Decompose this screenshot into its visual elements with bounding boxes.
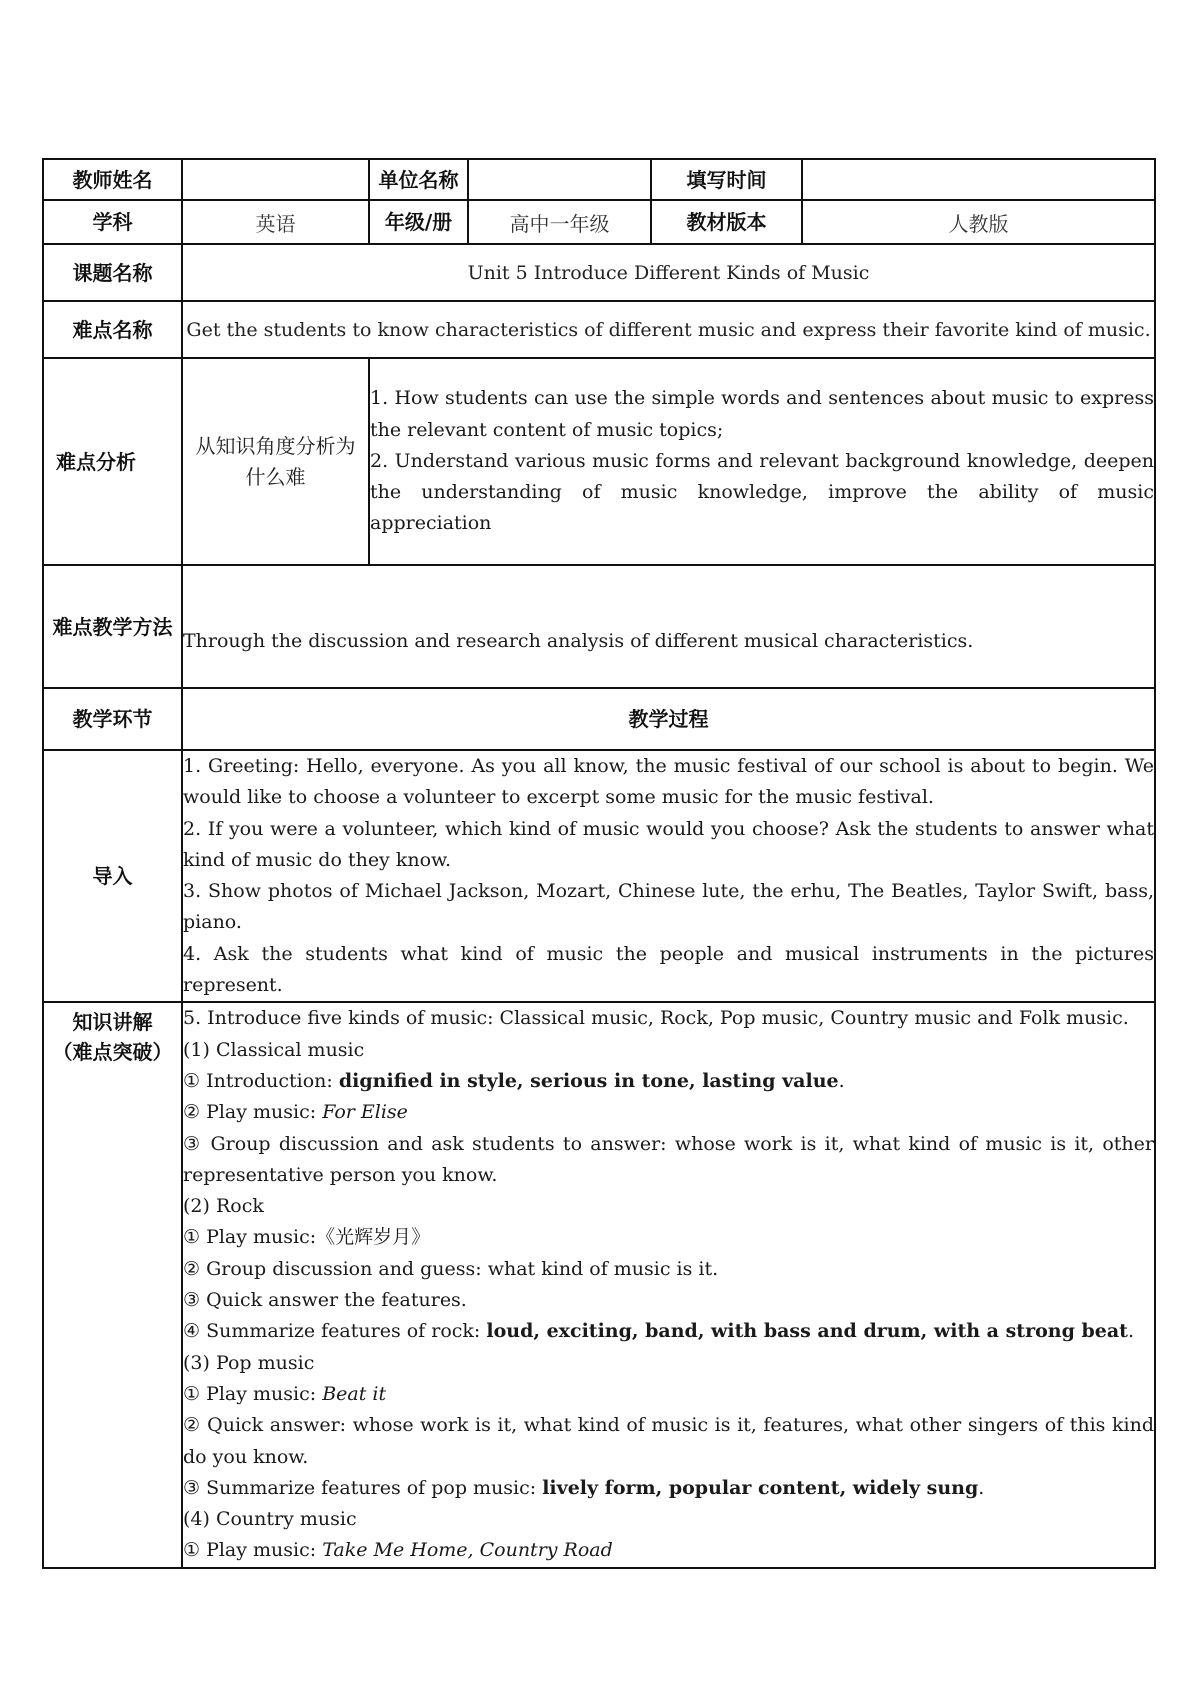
subject-label: 学科 (43, 200, 182, 244)
topic-value: Unit 5 Introduce Different Kinds of Music (182, 244, 1155, 301)
grade-label: 年级/册 (369, 200, 468, 244)
edition-value: 人教版 (802, 200, 1155, 244)
knowledge-line-14-pre: ③ Summarize features of pop music: (183, 1476, 543, 1499)
knowledge-line-2: (1) Classical music (183, 1038, 365, 1061)
knowledge-line-14-post: . (978, 1476, 985, 1499)
knowledge-line-11: (3) Pop music (183, 1351, 315, 1374)
analysis-sub-label (182, 358, 369, 565)
topic-row (43, 244, 1155, 301)
analysis-point-2: 2. Understand various music forms and relevant background knowledge, deepen the understanding of music knowledge, improve the ability of music appreciation (370, 449, 1154, 535)
knowledge-line-3-pre: ① Introduction: (183, 1069, 339, 1092)
knowledge-line-5: ③ Group discussion and ask students to answer: whose work is it, what kind of music is it, other representative person you know. (183, 1132, 1154, 1186)
knowledge-line-3-post: . (838, 1069, 845, 1092)
method-label: 难点教学方法 (43, 565, 182, 688)
knowledge-line-4-italic: For Elise (322, 1101, 408, 1124)
analysis-row (43, 358, 1155, 565)
method-value-text: Through the discussion and research analysis of different musical characteristics. (183, 629, 974, 652)
subject-value: 英语 (182, 200, 369, 244)
knowledge-line-9: ③ Quick answer the features. (183, 1289, 467, 1312)
analysis-label: 难点分析 (43, 358, 182, 565)
method-value (182, 565, 1155, 688)
edition-label: 教材版本 (651, 200, 802, 244)
header-row-1 (43, 159, 1155, 200)
knowledge-line-4 (183, 1097, 1154, 1128)
unit-label: 单位名称 (369, 159, 468, 200)
knowledge-line-3 (183, 1066, 1154, 1097)
process-stage-label: 教学环节 (43, 688, 182, 750)
header-row-2 (43, 200, 1155, 244)
knowledge-line-14 (183, 1473, 1154, 1504)
analysis-sub-label-text: 从知识角度分析为什么难 (195, 433, 356, 489)
knowledge-line-15: (4) Country music (183, 1508, 357, 1531)
knowledge-row (43, 1002, 1155, 1567)
knowledge-line-7: ① Play music:《光辉岁月》 (183, 1226, 431, 1249)
knowledge-line-10-pre: ④ Summarize features of rock: (183, 1320, 487, 1343)
process-header-row (43, 688, 1155, 750)
knowledge-label (43, 1002, 182, 1567)
intro-row (43, 750, 1155, 1002)
analysis-points (369, 358, 1155, 565)
knowledge-line-3-bold: dignified in style, serious in tone, lasting value (338, 1069, 839, 1092)
knowledge-line-4-pre: ② Play music: (183, 1101, 323, 1124)
intro-line-4: 4. Ask the students what kind of music the people and musical instruments in the pictures represent. (183, 942, 1154, 997)
knowledge-line-10-bold: loud, exciting, band, with bass and drum, with a strong beat (486, 1320, 1128, 1343)
lesson-plan-table (42, 158, 1156, 1569)
intro-line-3: 3. Show photos of Michael Jackson, Mozart, Chinese lute, the erhu, The Beatles, Taylor Swift, bass, piano. (183, 880, 1154, 934)
topic-label: 课题名称 (43, 244, 182, 301)
unit-value (468, 159, 651, 200)
teacher-value (182, 159, 369, 200)
intro-content (182, 750, 1155, 1002)
date-value (802, 159, 1155, 200)
knowledge-line-12 (183, 1379, 1154, 1410)
difficulty-value: Get the students to know characteristics of different music and express their favorite kind of music. (182, 301, 1155, 358)
knowledge-line-12-italic: Beat it (322, 1382, 387, 1405)
intro-label: 导入 (43, 750, 182, 1002)
knowledge-line-12-pre: ① Play music: (183, 1382, 323, 1405)
intro-line-2: 2. If you were a volunteer, which kind of music would you choose? Ask the students to answer what kind of music do they know. (183, 817, 1154, 871)
knowledge-line-6: (2) Rock (183, 1195, 264, 1218)
difficulty-label: 难点名称 (43, 301, 182, 358)
knowledge-line-16-pre: ① Play music: (183, 1539, 323, 1562)
knowledge-line-8: ② Group discussion and guess: what kind of music is it. (183, 1257, 719, 1280)
knowledge-line-10 (183, 1316, 1154, 1347)
knowledge-line-14-bold: lively form, popular content, widely sung (542, 1476, 979, 1499)
difficulty-row (43, 301, 1155, 358)
process-title: 教学过程 (182, 688, 1155, 750)
date-label: 填写时间 (651, 159, 802, 200)
intro-line-1: 1. Greeting: Hello, everyone. As you all know, the music festival of our school is about to begin. We would like to choose a volunteer to excerpt some music for the music festival. (183, 755, 1154, 809)
knowledge-line-1: 5. Introduce five kinds of music: Classical music, Rock, Pop music, Country music and Folk music. (183, 1007, 1129, 1030)
knowledge-label-line-2: （难点突破） (52, 1040, 173, 1065)
knowledge-line-10-post: . (1127, 1320, 1134, 1343)
knowledge-line-13: ② Quick answer: whose work is it, what kind of music is it, features, what other singers of this kind do you know. (183, 1414, 1154, 1468)
knowledge-content (182, 1002, 1155, 1567)
analysis-point-1: 1. How students can use the simple words and sentences about music to express the relevant content of music topics; (370, 387, 1154, 441)
knowledge-line-16-italic: Take Me Home, Country Road (322, 1539, 613, 1562)
teacher-label: 教师姓名 (43, 159, 182, 200)
knowledge-label-line-1: 知识讲解 (72, 1010, 153, 1035)
knowledge-line-16 (183, 1535, 1154, 1566)
method-row (43, 565, 1155, 688)
grade-value: 高中一年级 (468, 200, 651, 244)
